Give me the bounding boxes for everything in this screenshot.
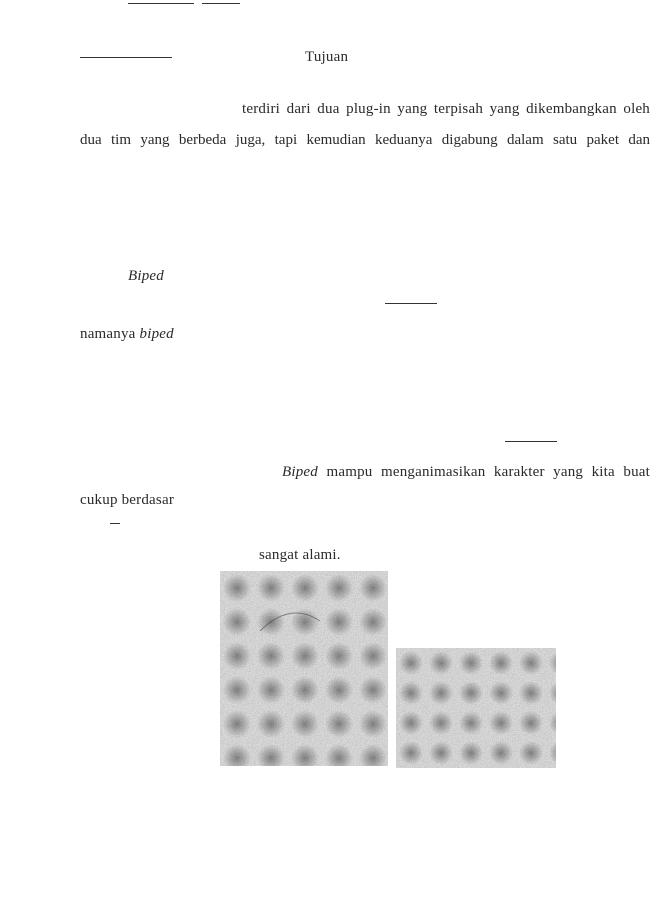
header-rule-right xyxy=(202,3,240,4)
biped-rule xyxy=(385,303,437,304)
noisy-texture-icon xyxy=(220,571,388,766)
namanya-line xyxy=(80,325,174,343)
dash-mark xyxy=(110,523,120,524)
sangat-alami-line: sangat alami. xyxy=(259,547,341,563)
biped-mampu-line xyxy=(282,463,650,481)
biped-mampu-rest: mampu menganimasikan karakter yang kita buat xyxy=(326,464,650,480)
paragraph-line-2: dua tim yang berbeda juga, tapi kemudian keduanya digabung dalam satu paket dan xyxy=(80,132,650,148)
section-rule xyxy=(80,57,172,58)
header-rule-left xyxy=(128,3,194,4)
figure-left xyxy=(220,571,388,766)
paragraph-line-1: terdiri dari dua plug-in yang terpisah yang dikembangkan oleh xyxy=(242,101,650,117)
cukup-berdasar-line: cukup berdasar xyxy=(80,492,175,508)
biped-heading: Biped xyxy=(128,268,164,284)
figure-right xyxy=(396,648,556,768)
noisy-texture-icon xyxy=(396,648,556,768)
section-title-tujuan: Tujuan xyxy=(305,49,349,65)
biped-italic-word-2: Biped xyxy=(282,464,318,480)
biped-italic-word: biped xyxy=(139,326,174,342)
namanya-word: namanya xyxy=(80,326,136,342)
mid-rule xyxy=(505,441,557,442)
